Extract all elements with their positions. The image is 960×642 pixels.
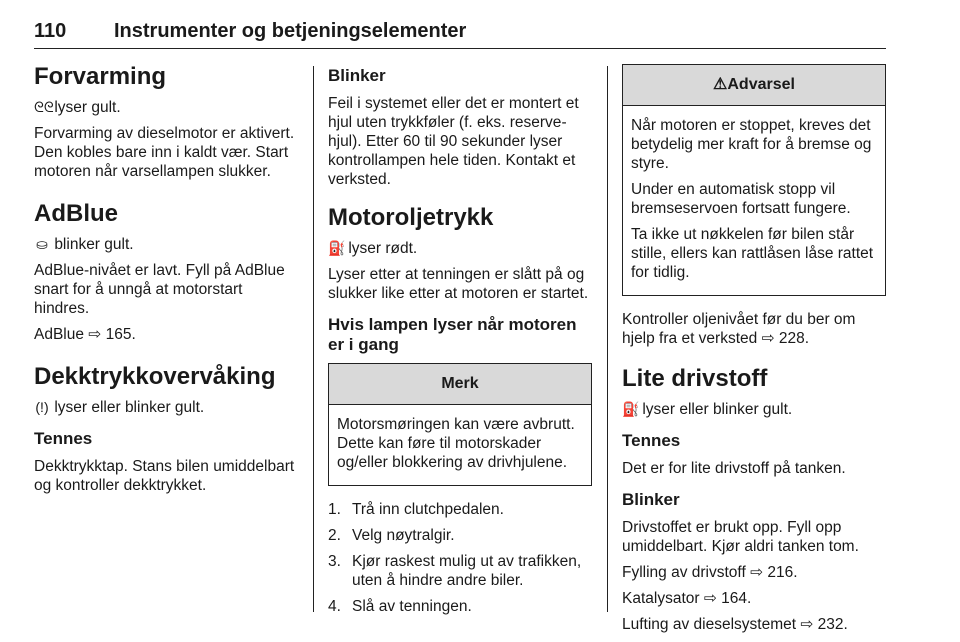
warning-text: Når motoren er stoppet, kreves det betydelig mer kraft for å bremse og styre. bbox=[631, 117, 872, 172]
reference-page: 164. bbox=[721, 590, 752, 607]
reference-arrow-icon: ⇨ bbox=[800, 616, 814, 633]
step-number: 2. bbox=[328, 527, 341, 544]
column-divider bbox=[607, 66, 608, 612]
reference-arrow-icon: ⇨ bbox=[88, 326, 102, 343]
indicator-text: lyser eller blinker gult. bbox=[642, 401, 793, 418]
steps-list bbox=[328, 500, 592, 616]
column-2 bbox=[328, 62, 592, 623]
subheading: Blinker bbox=[328, 66, 386, 85]
fuel-icon: ⛽ bbox=[622, 401, 640, 417]
note-text: Motorsmøringen kan være avbrutt. Dette kan føre til motorskader og/eller blokkering av drivhjulene. bbox=[337, 416, 575, 471]
warning-title: Advarsel bbox=[727, 76, 795, 93]
indicator-line bbox=[34, 235, 298, 254]
paragraph: Det er for lite drivstoff på tanken. bbox=[622, 460, 846, 477]
paragraph: Feil i systemet eller det er montert et hjul uten trykkføler (f. eks. reservehjul). Etter 60 til 90 sekunder lyser kontrollampen hele tiden. Kontakt et verksted. bbox=[328, 95, 579, 188]
column-3 bbox=[622, 62, 886, 641]
cross-reference bbox=[34, 325, 298, 344]
list-item bbox=[328, 597, 592, 616]
section-heading: AdBlue bbox=[34, 200, 118, 227]
indicator-text: lyser gult. bbox=[54, 99, 121, 116]
list-item bbox=[328, 500, 592, 519]
step-text: Velg nøytralgir. bbox=[352, 527, 455, 544]
reference-page: 165. bbox=[105, 326, 136, 343]
reference-page: 216. bbox=[767, 564, 798, 581]
cross-reference bbox=[622, 589, 886, 608]
section-heading: Motoroljetrykk bbox=[328, 204, 494, 231]
note-title: Merk bbox=[329, 364, 591, 405]
reference-text: Lufting av dieselsystemet bbox=[622, 616, 797, 633]
reference-text: AdBlue bbox=[34, 326, 84, 343]
indicator-line bbox=[34, 98, 298, 117]
indicator-line bbox=[328, 239, 592, 258]
warning-text: Under en automatisk stopp vil bremseservoen fortsatt fungere. bbox=[631, 181, 851, 217]
paragraph: Drivstoffet er brukt opp. Fyll opp umiddelbart. Kjør aldri tanken tom. bbox=[622, 519, 859, 555]
cross-reference bbox=[622, 563, 886, 582]
adblue-icon: ⛀ bbox=[36, 236, 48, 252]
reference-arrow-icon: ⇨ bbox=[703, 590, 717, 607]
subheading: Tennes bbox=[622, 431, 681, 450]
reference-arrow-icon: ⇨ bbox=[750, 564, 764, 581]
subheading: Blinker bbox=[622, 490, 680, 509]
list-item bbox=[328, 526, 592, 545]
step-number: 3. bbox=[328, 553, 341, 570]
paragraph: Lyser etter at tenningen er slått på og slukker like etter at motoren er startet. bbox=[328, 266, 589, 302]
warning-icon: ⚠ bbox=[713, 76, 728, 93]
section-heading: Dekktrykkovervåking bbox=[34, 363, 276, 390]
oil-pressure-icon: ⛽ bbox=[328, 240, 346, 256]
step-text: Slå av tenningen. bbox=[352, 598, 472, 615]
list-item bbox=[328, 552, 592, 590]
step-text: Trå inn clutchpedalen. bbox=[352, 501, 504, 518]
warning-box bbox=[622, 64, 886, 296]
indicator-text: blinker gult. bbox=[54, 236, 134, 253]
section-heading: Forvarming bbox=[34, 63, 167, 90]
reference-arrow-icon: ⇨ bbox=[761, 330, 775, 347]
page-number: 110 bbox=[34, 20, 67, 42]
subheading: Hvis lampen lyser når motoren er i gang bbox=[328, 315, 577, 354]
column-divider bbox=[313, 66, 314, 612]
page-header bbox=[34, 16, 886, 49]
subheading: Tennes bbox=[34, 429, 93, 448]
indicator-line bbox=[622, 400, 886, 419]
reference-text: Kontroller oljenivået før du ber om hjelp fra et verksted bbox=[622, 311, 856, 347]
reference-text: Katalysator bbox=[622, 590, 700, 607]
column-1 bbox=[34, 62, 298, 502]
step-text: Kjør raskest mulig ut av trafikken, uten å hindre andre biler. bbox=[352, 553, 582, 589]
paragraph: AdBlue-nivået er lavt. Fyll på AdBlue snart for å unngå at motorstart hindres. bbox=[34, 262, 285, 317]
tire-pressure-icon: (!) bbox=[35, 399, 49, 415]
indicator-text: lyser rødt. bbox=[348, 240, 418, 257]
paragraph: Dekktrykktap. Stans bilen umiddelbart og kontroller dekktrykket. bbox=[34, 458, 295, 494]
reference-page: 228. bbox=[778, 330, 810, 347]
reference-page: 232. bbox=[817, 616, 848, 633]
indicator-text: lyser eller blinker gult. bbox=[54, 399, 205, 416]
page-title: Instrumenter og betjeningselementer bbox=[114, 20, 467, 42]
paragraph: Forvarming av dieselmotor er aktivert. Den kobles bare inn i kaldt vær. Start motoren når varsellampen slukker. bbox=[34, 125, 295, 180]
reference-text: Fylling av drivstoff bbox=[622, 564, 746, 581]
cross-reference bbox=[622, 615, 886, 634]
glow-plug-icon: ᘓᘓ bbox=[34, 99, 54, 115]
warning-text: Ta ikke ut nøkkelen før bilen står stille, ellers kan rattlåsen låse rattet for tidlig. bbox=[631, 226, 874, 281]
section-heading: Lite drivstoff bbox=[622, 365, 768, 392]
step-number: 1. bbox=[328, 501, 341, 518]
cross-reference bbox=[622, 310, 886, 348]
note-box bbox=[328, 363, 592, 486]
warning-header bbox=[623, 65, 885, 106]
indicator-line bbox=[34, 398, 298, 417]
step-number: 4. bbox=[328, 598, 341, 615]
